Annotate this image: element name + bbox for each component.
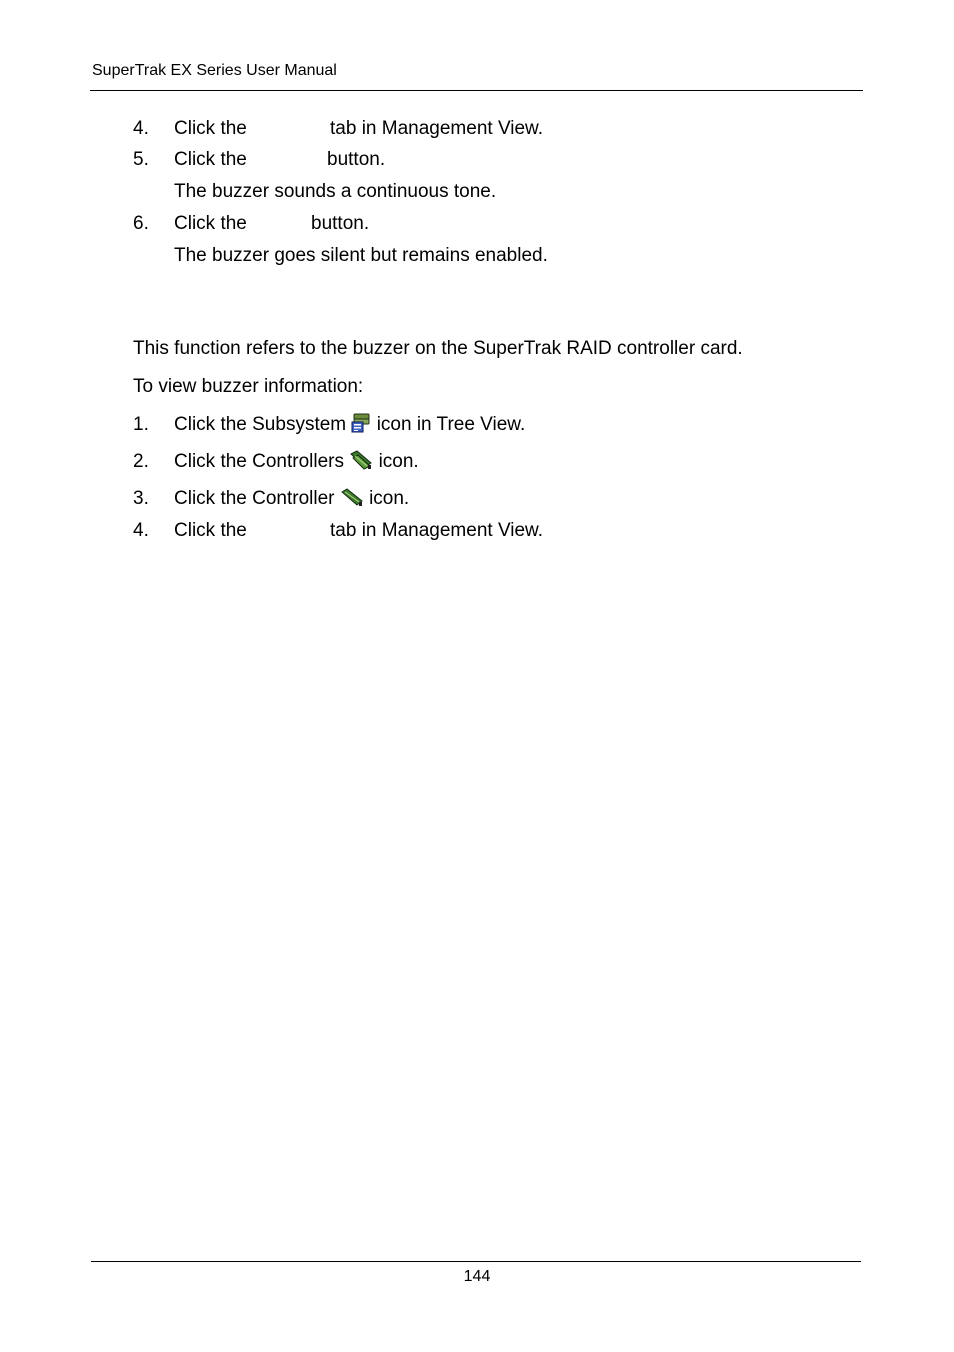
controllers-icon — [349, 450, 373, 470]
subsystem-icon — [351, 413, 371, 433]
header-title: SuperTrak EX Series User Manual — [92, 62, 337, 79]
footer-divider — [91, 1261, 861, 1262]
step-number: 5. — [133, 149, 149, 170]
controller-icon — [340, 487, 364, 507]
step-text — [174, 487, 409, 511]
step-text-post: icon in Tree View. — [376, 414, 526, 435]
step-number: 3. — [133, 488, 149, 509]
page-number: 144 — [463, 1268, 491, 1285]
step-text-post: icon. — [378, 451, 419, 472]
step-number: 2. — [133, 451, 149, 472]
step-text-pre: Click the — [174, 149, 247, 170]
header-divider — [90, 90, 863, 91]
step-text-post: icon. — [369, 488, 410, 509]
step-text-pre: Click the — [174, 118, 247, 139]
step-text-post: button. — [327, 149, 386, 170]
intro-text: This function refers to the buzzer on the SuperTrak RAID controller card. — [133, 338, 743, 359]
lead-text: To view buzzer information: — [133, 376, 364, 397]
step-text-pre: Click the — [174, 213, 247, 234]
step-note-text: The buzzer sounds a continuous tone. — [174, 181, 497, 202]
step-text-post: tab in Management View. — [330, 520, 544, 541]
step-text — [174, 413, 525, 437]
step-text-post: tab in Management View. — [330, 118, 544, 139]
step-text — [174, 450, 419, 474]
step-text-pre: Click the Controller — [174, 488, 335, 509]
step-number: 6. — [133, 213, 149, 234]
step-text-post: button. — [311, 213, 370, 234]
step-text-pre: Click the — [174, 520, 247, 541]
step-text-pre: Click the Subsystem — [174, 414, 347, 435]
step-number: 4. — [133, 520, 149, 541]
step-note-text: The buzzer goes silent but remains enabled. — [174, 245, 548, 266]
step-text-pre: Click the Controllers — [174, 451, 344, 472]
step-number: 1. — [133, 414, 149, 435]
step-number: 4. — [133, 118, 149, 139]
